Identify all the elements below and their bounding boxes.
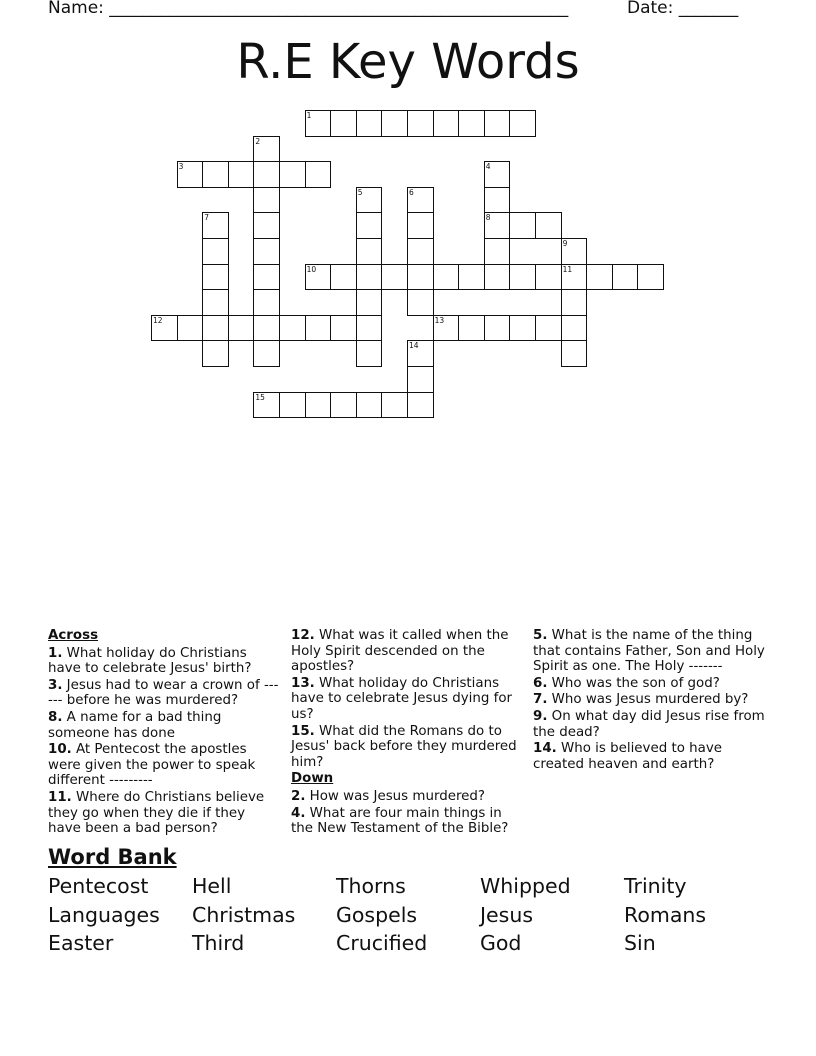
word-bank-title: Word Bank xyxy=(48,845,177,869)
grid-cell[interactable] xyxy=(407,264,434,291)
grid-cell[interactable] xyxy=(407,289,434,316)
grid-cell[interactable] xyxy=(202,315,229,342)
grid-cell[interactable] xyxy=(356,110,383,137)
word-bank-word: Languages xyxy=(48,903,160,927)
grid-cell[interactable] xyxy=(202,289,229,316)
clue-down-7: 7. Who was Jesus murdered by? xyxy=(533,692,749,708)
grid-cell[interactable] xyxy=(586,264,613,291)
word-bank-word: Thorns xyxy=(336,874,406,898)
across-heading: Across xyxy=(48,628,99,643)
grid-cell[interactable] xyxy=(228,315,255,342)
grid-cell[interactable] xyxy=(407,212,434,239)
grid-cell[interactable] xyxy=(330,110,357,137)
grid-cell[interactable] xyxy=(356,264,383,291)
clue-column-1 xyxy=(48,628,280,838)
grid-cell[interactable] xyxy=(509,110,536,137)
word-bank-word: Pentecost xyxy=(48,874,149,898)
clue-number: 14 xyxy=(409,341,419,351)
down-heading: Down xyxy=(291,771,334,787)
grid-cell[interactable] xyxy=(484,187,511,214)
grid-cell[interactable] xyxy=(356,289,383,316)
grid-cell[interactable] xyxy=(305,315,332,342)
grid-cell[interactable] xyxy=(433,264,460,291)
clue-across-11: 11. Where do Christians believe they go when they die if they have been a bad person? xyxy=(48,789,265,837)
grid-cell[interactable] xyxy=(330,264,357,291)
clue-down-9: 9. On what day did Jesus rise from the dead? xyxy=(533,708,765,740)
clue-across-13: 13. What holiday do Christians have to celebrate Jesus dying for us? xyxy=(291,675,513,722)
word-bank-word: Romans xyxy=(624,903,707,927)
grid-cell[interactable] xyxy=(381,264,408,291)
grid-cell[interactable] xyxy=(253,187,280,214)
word-bank-word: Crucified xyxy=(336,931,428,955)
clue-number: 7 xyxy=(204,213,209,223)
grid-cell[interactable] xyxy=(279,315,306,342)
grid-cell[interactable] xyxy=(612,264,639,291)
grid-cell[interactable] xyxy=(561,340,588,367)
clue-column-2 xyxy=(291,628,523,838)
grid-cell[interactable] xyxy=(253,238,280,265)
grid-cell[interactable] xyxy=(253,315,280,342)
grid-cell[interactable] xyxy=(381,392,408,419)
grid-cell[interactable] xyxy=(484,264,511,291)
grid-cell[interactable] xyxy=(330,392,357,419)
word-bank-word: Christmas xyxy=(192,903,296,927)
word-bank-word: Sin xyxy=(624,931,656,955)
grid-cell[interactable] xyxy=(637,264,664,291)
clue-across-12: 12. What was it called when the Holy Spirit descended on the apostles? xyxy=(291,628,509,675)
word-bank-word: Whipped xyxy=(480,874,571,898)
clue-number: 3 xyxy=(178,162,184,172)
clue-across-15: 15. What did the Romans do to Jesus' back before they murdered him? xyxy=(291,723,517,770)
grid-cell[interactable] xyxy=(484,110,511,137)
grid-cell[interactable] xyxy=(509,212,536,239)
grid-cell[interactable] xyxy=(202,264,229,291)
grid-cell[interactable] xyxy=(356,212,383,239)
grid-cell[interactable] xyxy=(484,315,511,342)
grid-cell[interactable] xyxy=(407,238,434,265)
crossword-grid xyxy=(0,0,816,430)
grid-cell[interactable] xyxy=(356,340,383,367)
grid-cell[interactable] xyxy=(407,366,434,393)
grid-cell[interactable] xyxy=(279,161,306,188)
clue-across-8: 8. A name for a bad thing someone has done xyxy=(48,709,222,741)
grid-cell[interactable] xyxy=(253,264,280,291)
page-title: R.E Key Words xyxy=(236,34,580,90)
date-field-label: Date: _______ xyxy=(627,0,739,18)
grid-cell[interactable] xyxy=(356,315,383,342)
grid-cell[interactable] xyxy=(458,264,485,291)
grid-cell[interactable] xyxy=(407,110,434,137)
grid-cell[interactable] xyxy=(458,315,485,342)
clue-down-14: 14. Who is believed to have created heaven and earth? xyxy=(533,741,723,772)
grid-cell[interactable] xyxy=(509,315,536,342)
grid-cell[interactable] xyxy=(202,238,229,265)
grid-cell[interactable] xyxy=(202,161,229,188)
word-bank-word: Trinity xyxy=(624,874,687,898)
grid-cell[interactable] xyxy=(535,212,562,239)
clue-across-1: 1. What holiday do Christians have to celebrate Jesus' birth? xyxy=(48,645,252,677)
clue-down-5: 5. What is the name of the thing that contains Father, Son and Holy Spirit as one. The Holy ------- xyxy=(533,628,765,675)
grid-cell[interactable] xyxy=(381,110,408,137)
grid-cell[interactable] xyxy=(561,289,588,316)
grid-cell[interactable] xyxy=(253,161,280,188)
clue-column-3 xyxy=(533,628,765,773)
clue-down-4: 4. What are four main things in the New Testament of the Bible? xyxy=(291,805,509,837)
word-bank-word: Hell xyxy=(192,874,232,898)
grid-cell[interactable] xyxy=(458,110,485,137)
grid-cell[interactable] xyxy=(509,264,536,291)
grid-cell[interactable] xyxy=(177,315,204,342)
clue-down-6: 6. Who was the son of god? xyxy=(533,675,720,691)
grid-cell[interactable] xyxy=(305,161,332,188)
clue-number: 8 xyxy=(485,213,491,223)
clue-number: 6 xyxy=(409,187,414,197)
clue-number: 12 xyxy=(153,315,163,325)
grid-cell[interactable] xyxy=(356,392,383,419)
name-field-label: Name: ______________________________________________________ xyxy=(48,0,569,18)
grid-cell[interactable] xyxy=(253,289,280,316)
clue-number: 4 xyxy=(485,162,491,172)
grid-cell[interactable] xyxy=(356,238,383,265)
word-bank-word: Third xyxy=(192,931,245,955)
clue-number: 2 xyxy=(255,136,261,146)
clue-across-3: 3. Jesus had to wear a crown of ------ before he was murdered? xyxy=(48,677,279,709)
clue-down-2: 2. How was Jesus murdered? xyxy=(291,788,486,804)
grid-cell[interactable] xyxy=(330,315,357,342)
word-bank-word: Gospels xyxy=(336,903,418,927)
grid-cell[interactable] xyxy=(535,315,562,342)
clue-number: 10 xyxy=(306,264,317,274)
grid-cell[interactable] xyxy=(202,340,229,367)
clue-number: 5 xyxy=(357,187,363,197)
grid-cell[interactable] xyxy=(433,110,460,137)
clue-number: 9 xyxy=(562,239,568,248)
grid-cell[interactable] xyxy=(561,315,588,342)
grid-cell[interactable] xyxy=(407,392,434,419)
word-bank-word: God xyxy=(480,931,522,955)
grid-cell[interactable] xyxy=(484,238,511,265)
clue-number: 1 xyxy=(306,111,312,120)
grid-cell[interactable] xyxy=(305,392,332,419)
grid-cell[interactable] xyxy=(228,161,255,188)
grid-cell[interactable] xyxy=(253,212,280,239)
clue-across-10: 10. At Pentecost the apostles were given the power to speak different --------- xyxy=(48,742,256,789)
word-bank-word: Easter xyxy=(48,931,114,955)
word-bank-word: Jesus xyxy=(480,903,534,927)
grid-cell[interactable] xyxy=(253,340,280,367)
grid-cell[interactable] xyxy=(279,392,306,419)
clue-number: 11 xyxy=(562,264,573,274)
grid-cell[interactable] xyxy=(535,264,562,291)
clue-number: 15 xyxy=(255,392,265,402)
clue-number: 13 xyxy=(434,315,445,325)
